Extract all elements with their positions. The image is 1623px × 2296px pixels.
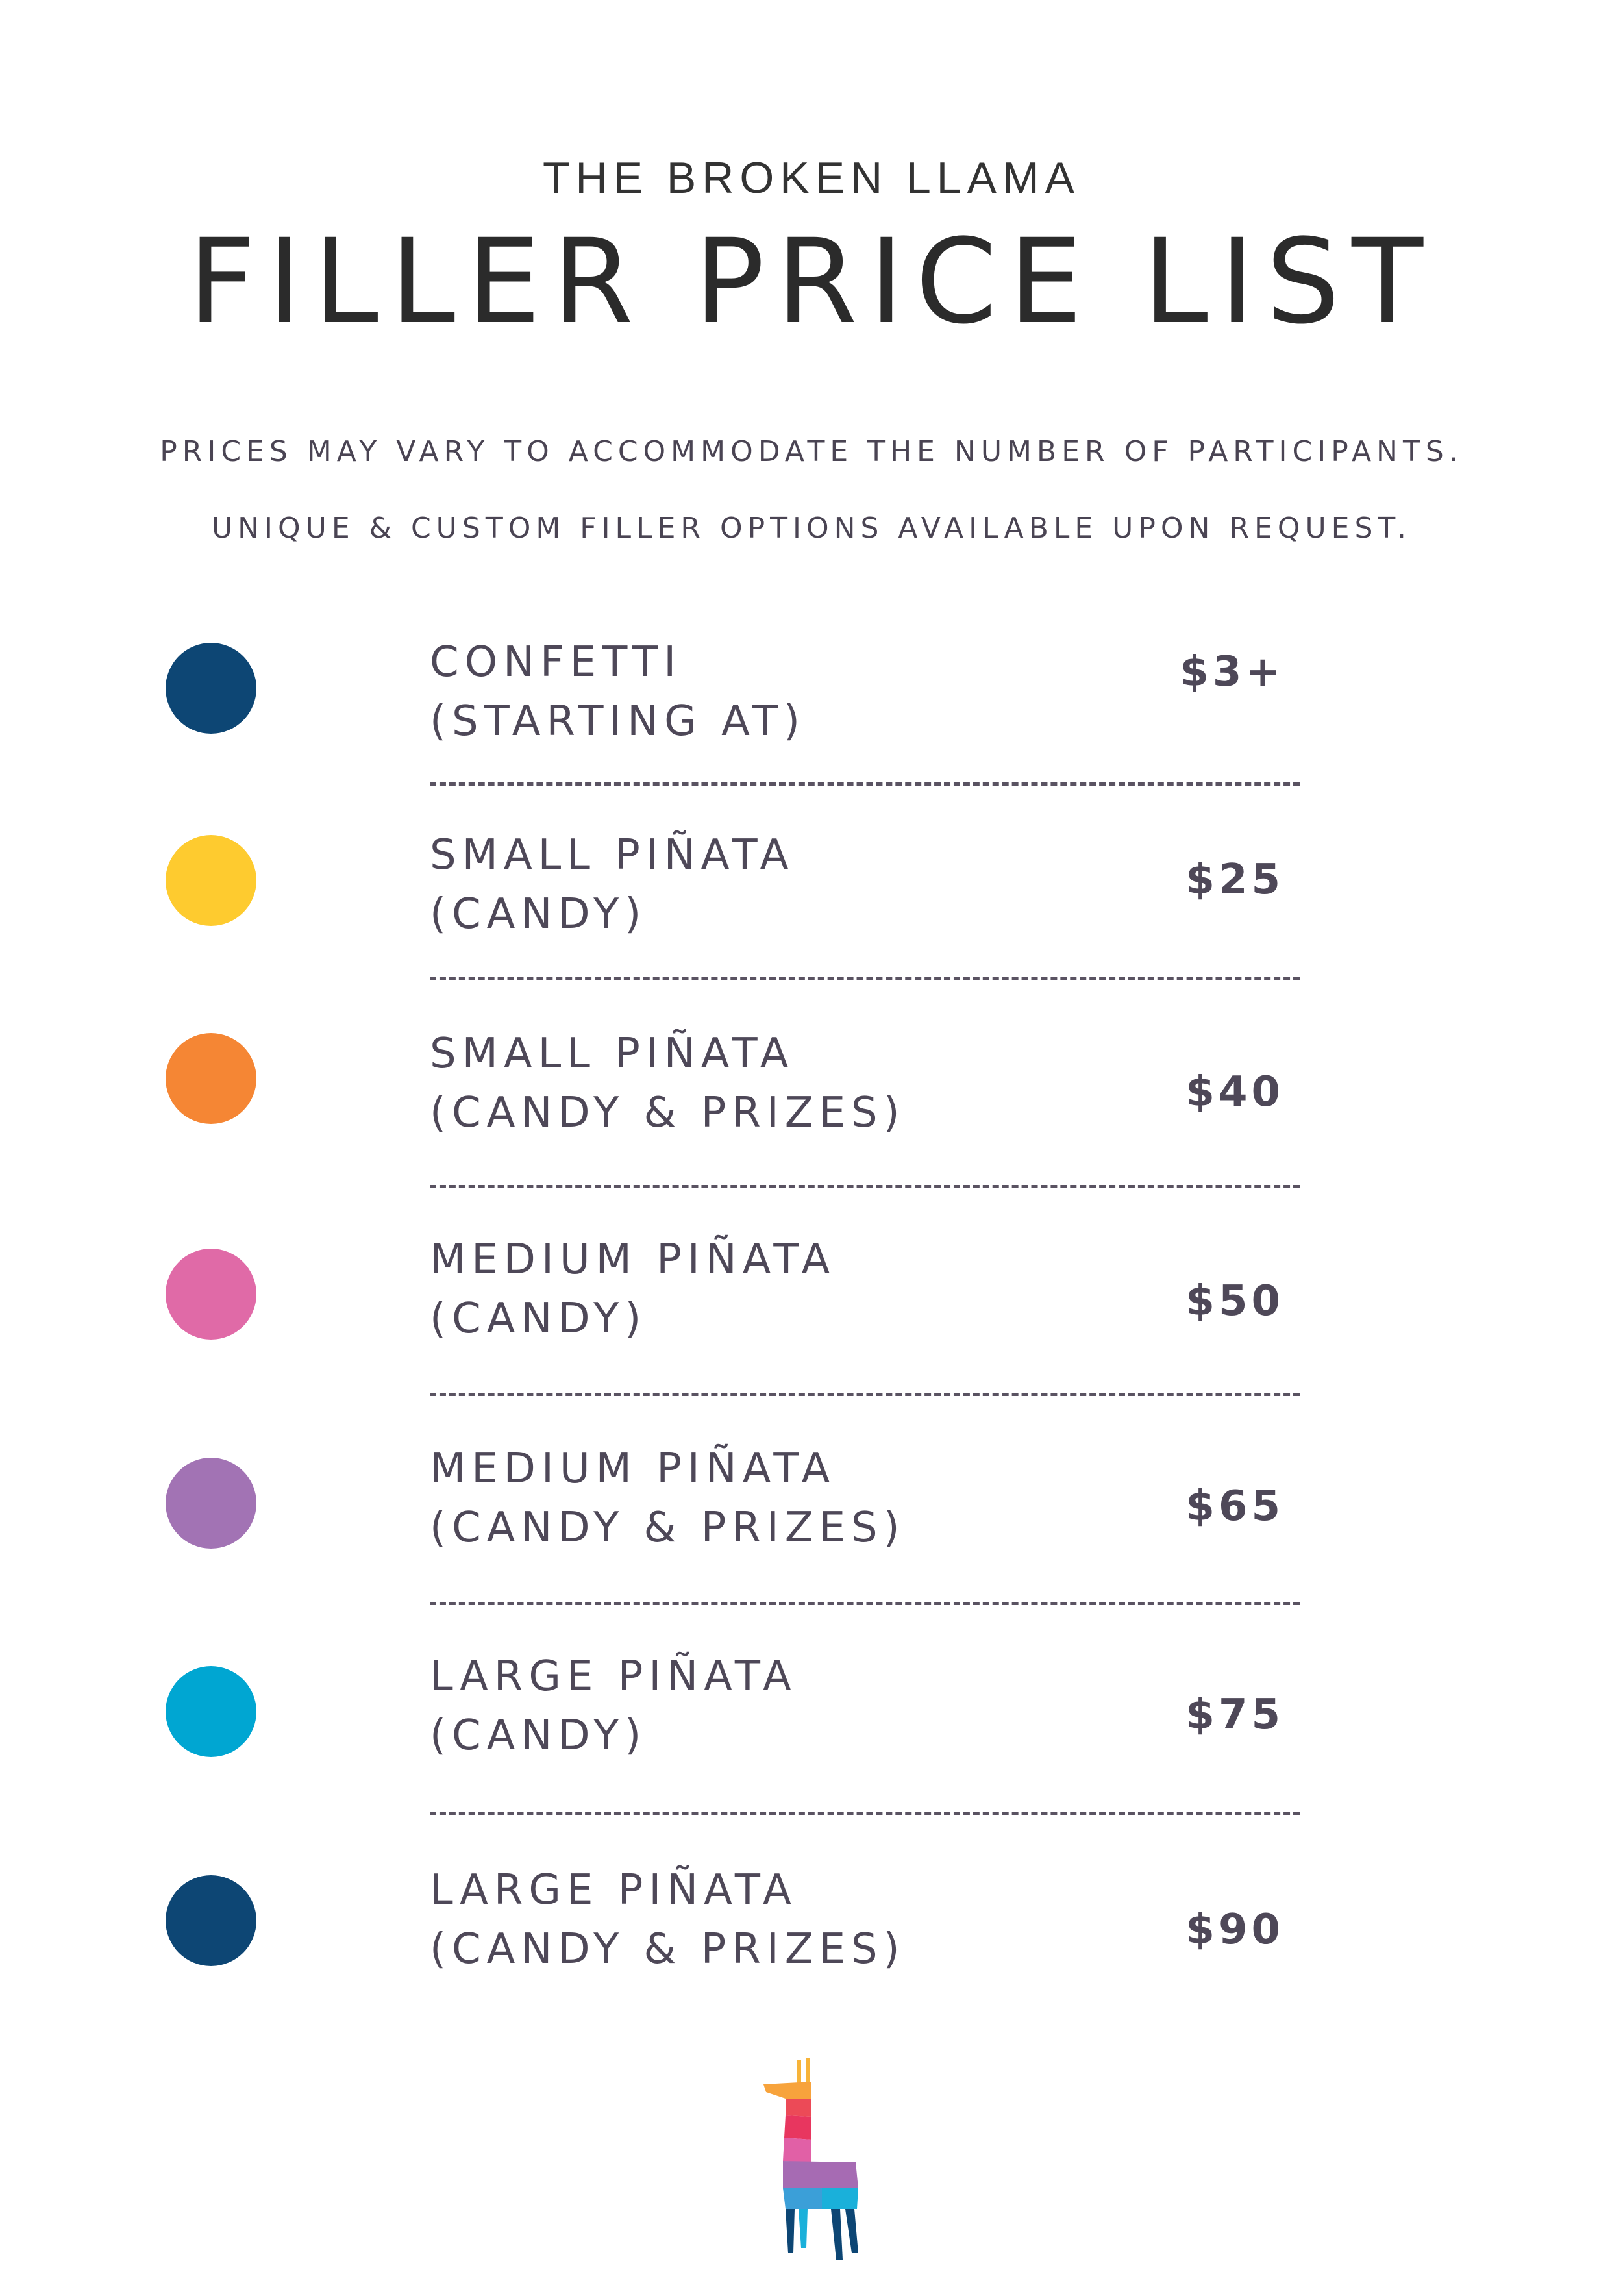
item-label bbox=[430, 1861, 906, 1979]
item-price: $90 bbox=[1185, 1906, 1284, 1954]
item-price: $3+ bbox=[1180, 648, 1284, 696]
color-dot bbox=[166, 1033, 256, 1124]
item-detail: (CANDY) bbox=[430, 890, 647, 938]
item-price: $50 bbox=[1185, 1277, 1284, 1325]
color-dot bbox=[166, 835, 256, 926]
item-name: SMALL PIÑATA bbox=[430, 831, 795, 879]
custom-options-note: UNIQUE & CUSTOM FILLER OPTIONS AVAILABLE UPON REQUEST. bbox=[211, 512, 1412, 545]
item-detail: (CANDY) bbox=[430, 1712, 647, 1760]
item-price: $40 bbox=[1185, 1068, 1284, 1116]
color-dot bbox=[166, 1249, 256, 1340]
color-dot bbox=[166, 1458, 256, 1549]
item-detail: (CANDY & PRIZES) bbox=[430, 1925, 906, 1973]
item-name: MEDIUM PIÑATA bbox=[430, 1236, 836, 1284]
divider bbox=[430, 782, 1300, 786]
divider bbox=[430, 977, 1300, 980]
item-name: LARGE PIÑATA bbox=[430, 1653, 797, 1701]
item-price: $25 bbox=[1185, 856, 1284, 904]
brand-name: THE BROKEN LLAMA bbox=[543, 153, 1080, 203]
item-name: LARGE PIÑATA bbox=[430, 1866, 797, 1914]
item-label bbox=[430, 1440, 906, 1558]
item-price: $65 bbox=[1185, 1482, 1284, 1530]
color-dot bbox=[166, 643, 256, 734]
item-name: CONFETTI bbox=[430, 638, 682, 686]
divider bbox=[430, 1185, 1300, 1188]
divider bbox=[430, 1393, 1300, 1396]
item-price: $75 bbox=[1185, 1691, 1284, 1739]
llama-logo-icon bbox=[760, 2058, 870, 2260]
item-detail: (CANDY & PRIZES) bbox=[430, 1089, 906, 1137]
item-label bbox=[430, 633, 806, 751]
item-name: SMALL PIÑATA bbox=[430, 1030, 795, 1078]
color-dot bbox=[166, 1875, 256, 1966]
item-label bbox=[430, 1025, 906, 1143]
item-label bbox=[430, 1647, 797, 1766]
page-title: FILLER PRICE LIST bbox=[188, 214, 1435, 350]
item-detail: (CANDY & PRIZES) bbox=[430, 1504, 906, 1552]
item-label bbox=[430, 826, 794, 944]
color-dot bbox=[166, 1666, 256, 1757]
pricing-note: PRICES MAY VARY TO ACCOMMODATE THE NUMBER OF PARTICIPANTS. bbox=[160, 435, 1463, 468]
item-detail: (CANDY) bbox=[430, 1295, 647, 1343]
item-label bbox=[430, 1230, 836, 1349]
item-detail: (STARTING AT) bbox=[430, 697, 806, 745]
item-name: MEDIUM PIÑATA bbox=[430, 1445, 836, 1493]
divider bbox=[430, 1602, 1300, 1605]
divider bbox=[430, 1812, 1300, 1815]
